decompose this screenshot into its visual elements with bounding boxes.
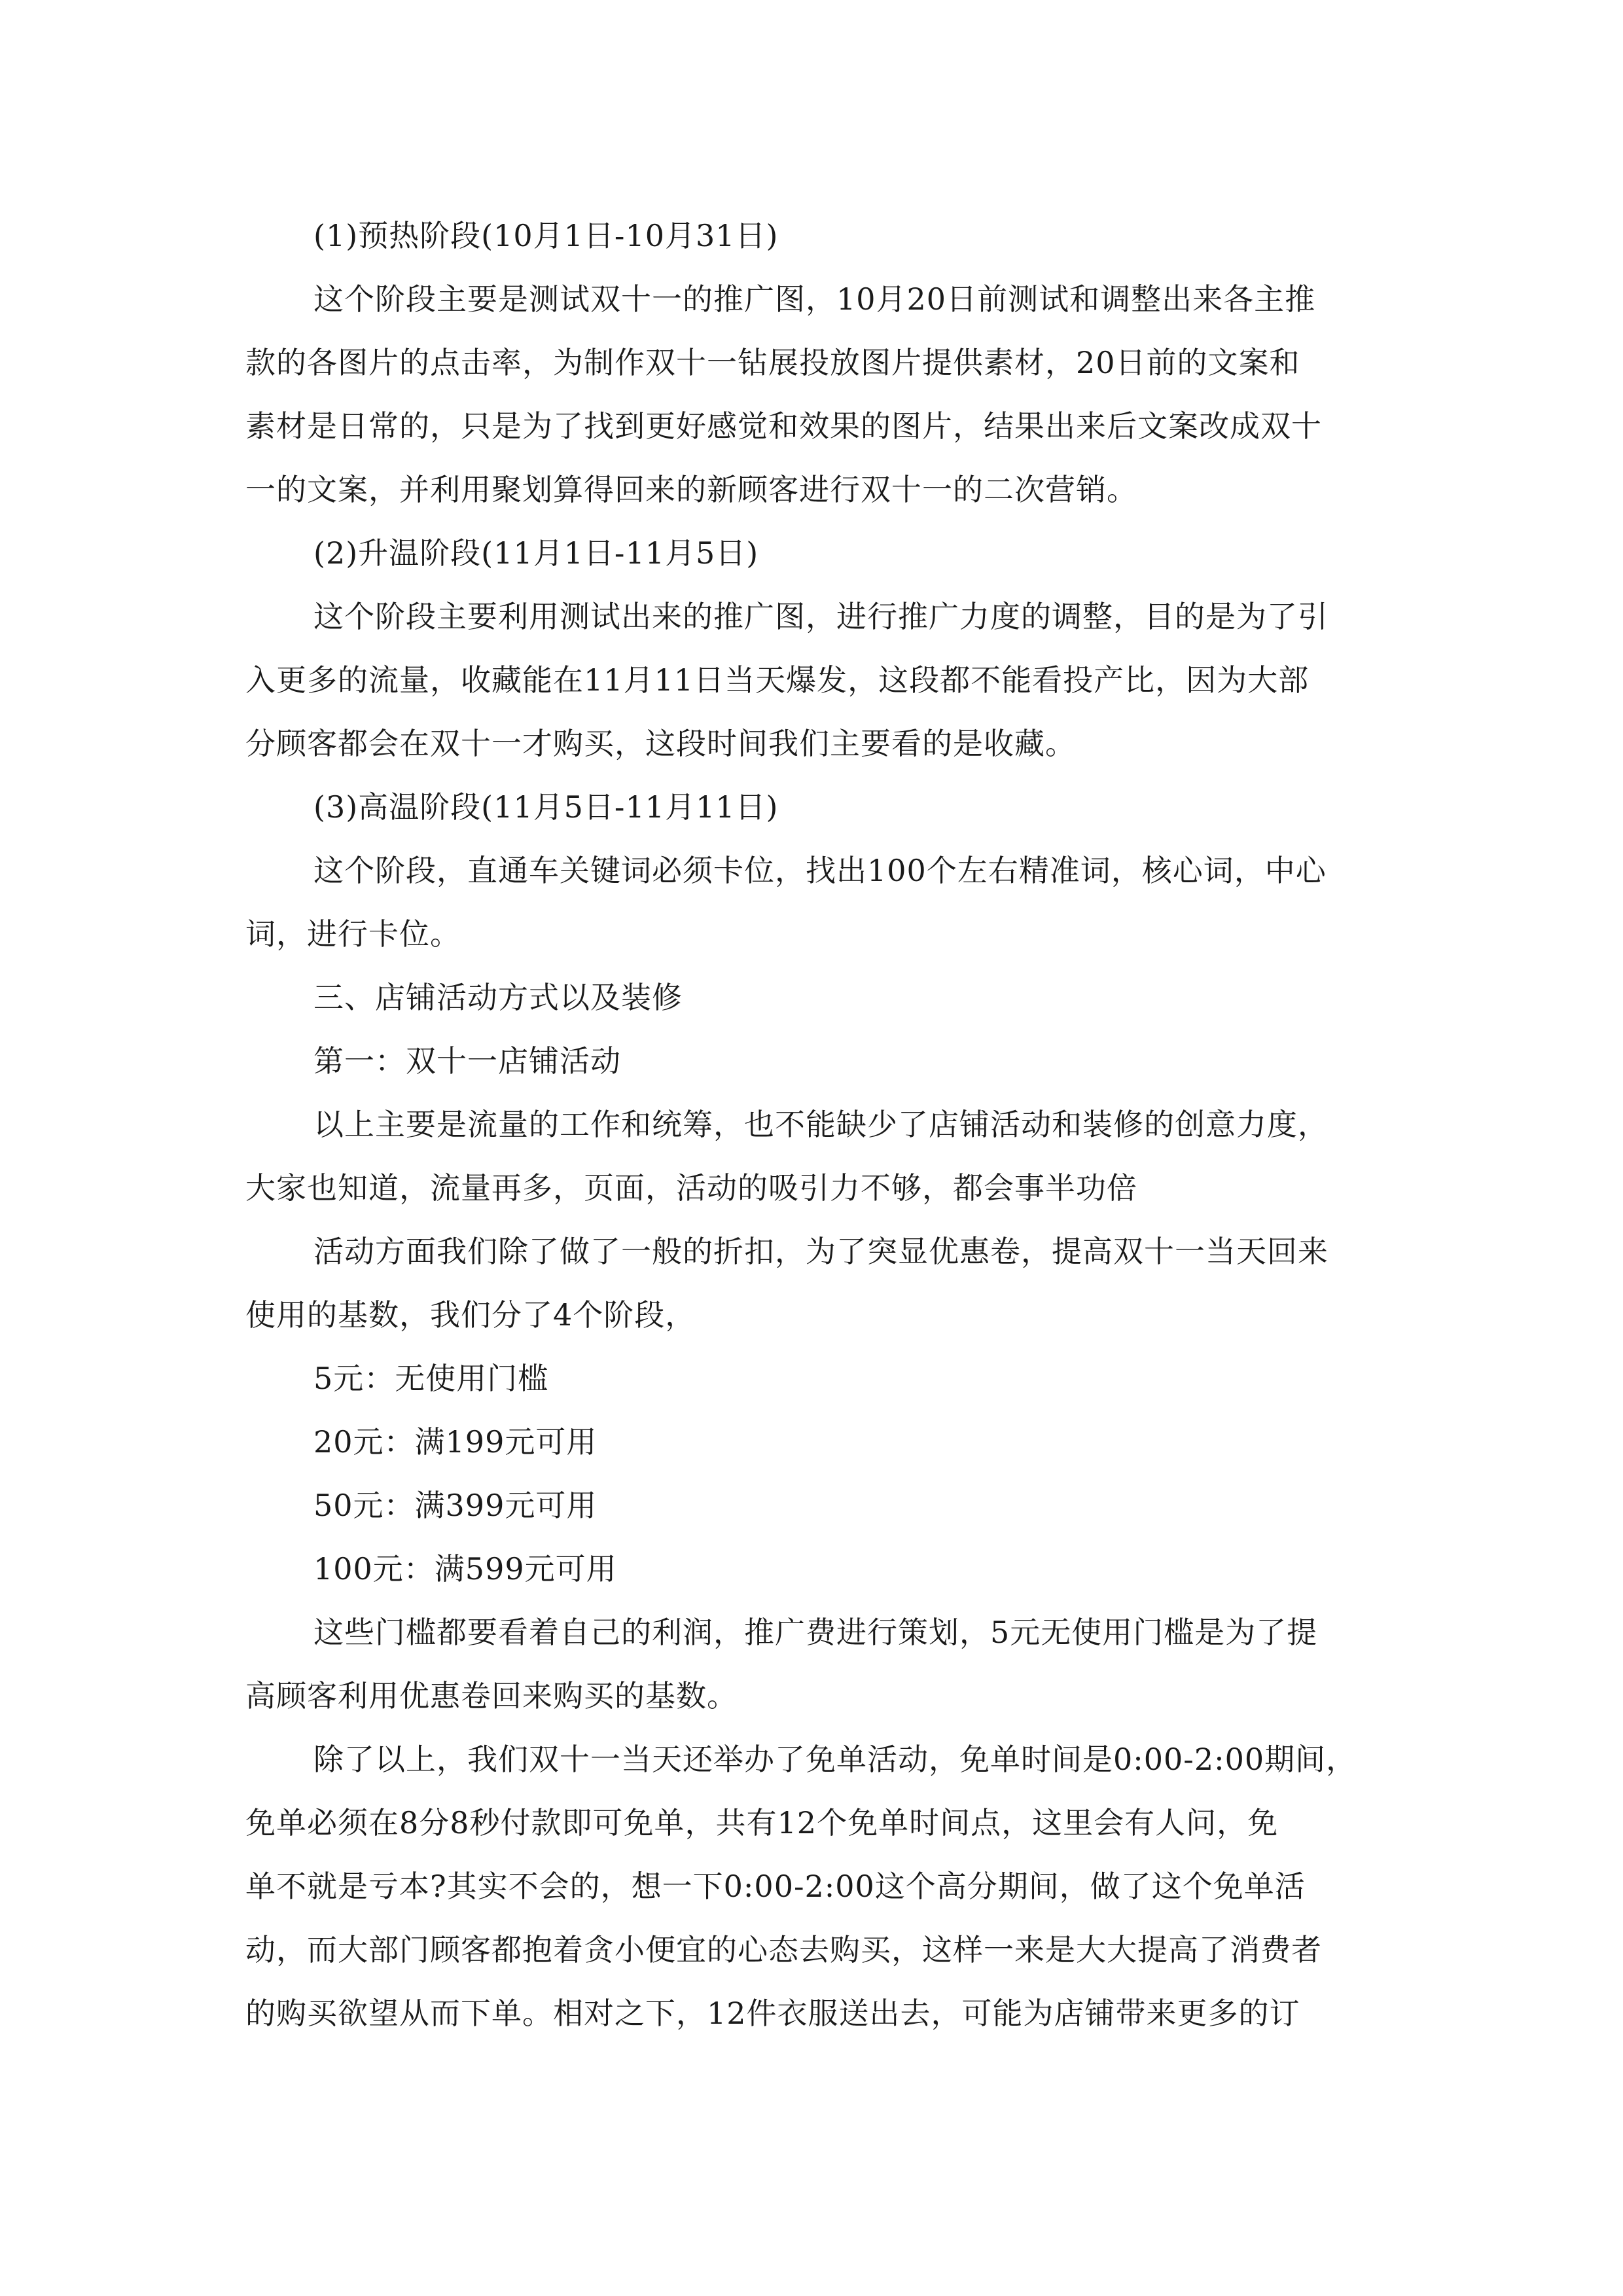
paragraph xyxy=(245,585,1378,776)
paragraph xyxy=(245,1601,1378,1728)
text-line: 使用的基数，我们分了4个阶段， xyxy=(245,1297,696,1333)
text-line: 素材是日常的，只是为了找到更好感觉和效果的图片，结果出来后文案改成双十 xyxy=(245,408,1322,444)
text-line: 除了以上，我们双十一当天还举办了免单活动，免单时间是0:00-2:00期间， xyxy=(313,1742,1357,1777)
paragraph xyxy=(245,1728,1378,2045)
paragraph xyxy=(245,1474,1378,1537)
text-line: 20元：满199元可用 xyxy=(313,1424,597,1460)
paragraph xyxy=(245,1220,1378,1347)
text-line: 单不就是亏本?其实不会的，想一下0:00-2:00这个高分期间，做了这个免单活 xyxy=(245,1869,1306,1904)
text-line: (2)升温阶段(11月1日-11月5日) xyxy=(313,535,759,571)
text-line: (3)高温阶段(11月5日-11月11日) xyxy=(313,789,779,825)
text-line: 以上主要是流量的工作和统筹，也不能缺少了店铺活动和装修的创意力度， xyxy=(313,1107,1329,1142)
text-line: 大家也知道，流量再多，页面，活动的吸引力不够，都会事半功倍 xyxy=(245,1170,1137,1206)
text-line: 这些门槛都要看着自己的利润，推广费进行策划，5元无使用门槛是为了提 xyxy=(313,1615,1318,1650)
paragraph xyxy=(245,268,1378,522)
text-line: 这个阶段主要是测试双十一的推广图，10月20日前测试和调整出来各主推 xyxy=(313,281,1316,317)
text-line: 这个阶段主要利用测试出来的推广图，进行推广力度的调整，目的是为了引 xyxy=(313,599,1329,634)
paragraph xyxy=(245,966,1378,1030)
paragraph xyxy=(245,204,1378,268)
text-line: 入更多的流量，收藏能在11月11日当天爆发，这段都不能看投产比，因为大部 xyxy=(245,662,1310,698)
text-line: 的购买欲望从而下单。相对之下，12件衣服送出去，可能为店铺带来更多的订 xyxy=(245,1996,1300,2031)
text-line: 这个阶段，直通车关键词必须卡位，找出100个左右精准词，核心词，中心 xyxy=(313,853,1327,888)
text-line: 5元：无使用门槛 xyxy=(313,1361,549,1396)
text-line: 免单必须在8分8秒付款即可免单，共有12个免单时间点，这里会有人问，免 xyxy=(245,1805,1279,1840)
text-line: 高顾客利用优惠卷回来购买的基数。 xyxy=(245,1678,738,1713)
text-line: 活动方面我们除了做了一般的折扣，为了突显优惠卷，提高双十一当天回来 xyxy=(313,1234,1329,1269)
paragraph xyxy=(245,1347,1378,1410)
document-body xyxy=(245,204,1378,2045)
paragraph xyxy=(245,522,1378,585)
text-line: 动，而大部门顾客都抱着贪小便宜的心态去购买，这样一来是大大提高了消费者 xyxy=(245,1932,1322,1967)
text-line: 分顾客都会在双十一才购买，这段时间我们主要看的是收藏。 xyxy=(245,726,1076,761)
text-line: 三、店铺活动方式以及装修 xyxy=(313,980,683,1015)
text-line: 词，进行卡位。 xyxy=(245,916,461,952)
paragraph xyxy=(245,1410,1378,1474)
paragraph xyxy=(245,1093,1378,1220)
text-line: (1)预热阶段(10月1日-10月31日) xyxy=(313,218,779,253)
text-line: 第一：双十一店铺活动 xyxy=(313,1043,621,1079)
text-line: 一的文案，并利用聚划算得回来的新顾客进行双十一的二次营销。 xyxy=(245,472,1137,507)
paragraph xyxy=(245,1030,1378,1093)
text-line: 50元：满399元可用 xyxy=(313,1488,597,1523)
paragraph xyxy=(245,1537,1378,1601)
text-line: 100元：满599元可用 xyxy=(313,1551,617,1587)
paragraph xyxy=(245,776,1378,839)
text-line: 款的各图片的点击率，为制作双十一钻展投放图片提供素材，20日前的文案和 xyxy=(245,345,1300,380)
paragraph xyxy=(245,839,1378,966)
